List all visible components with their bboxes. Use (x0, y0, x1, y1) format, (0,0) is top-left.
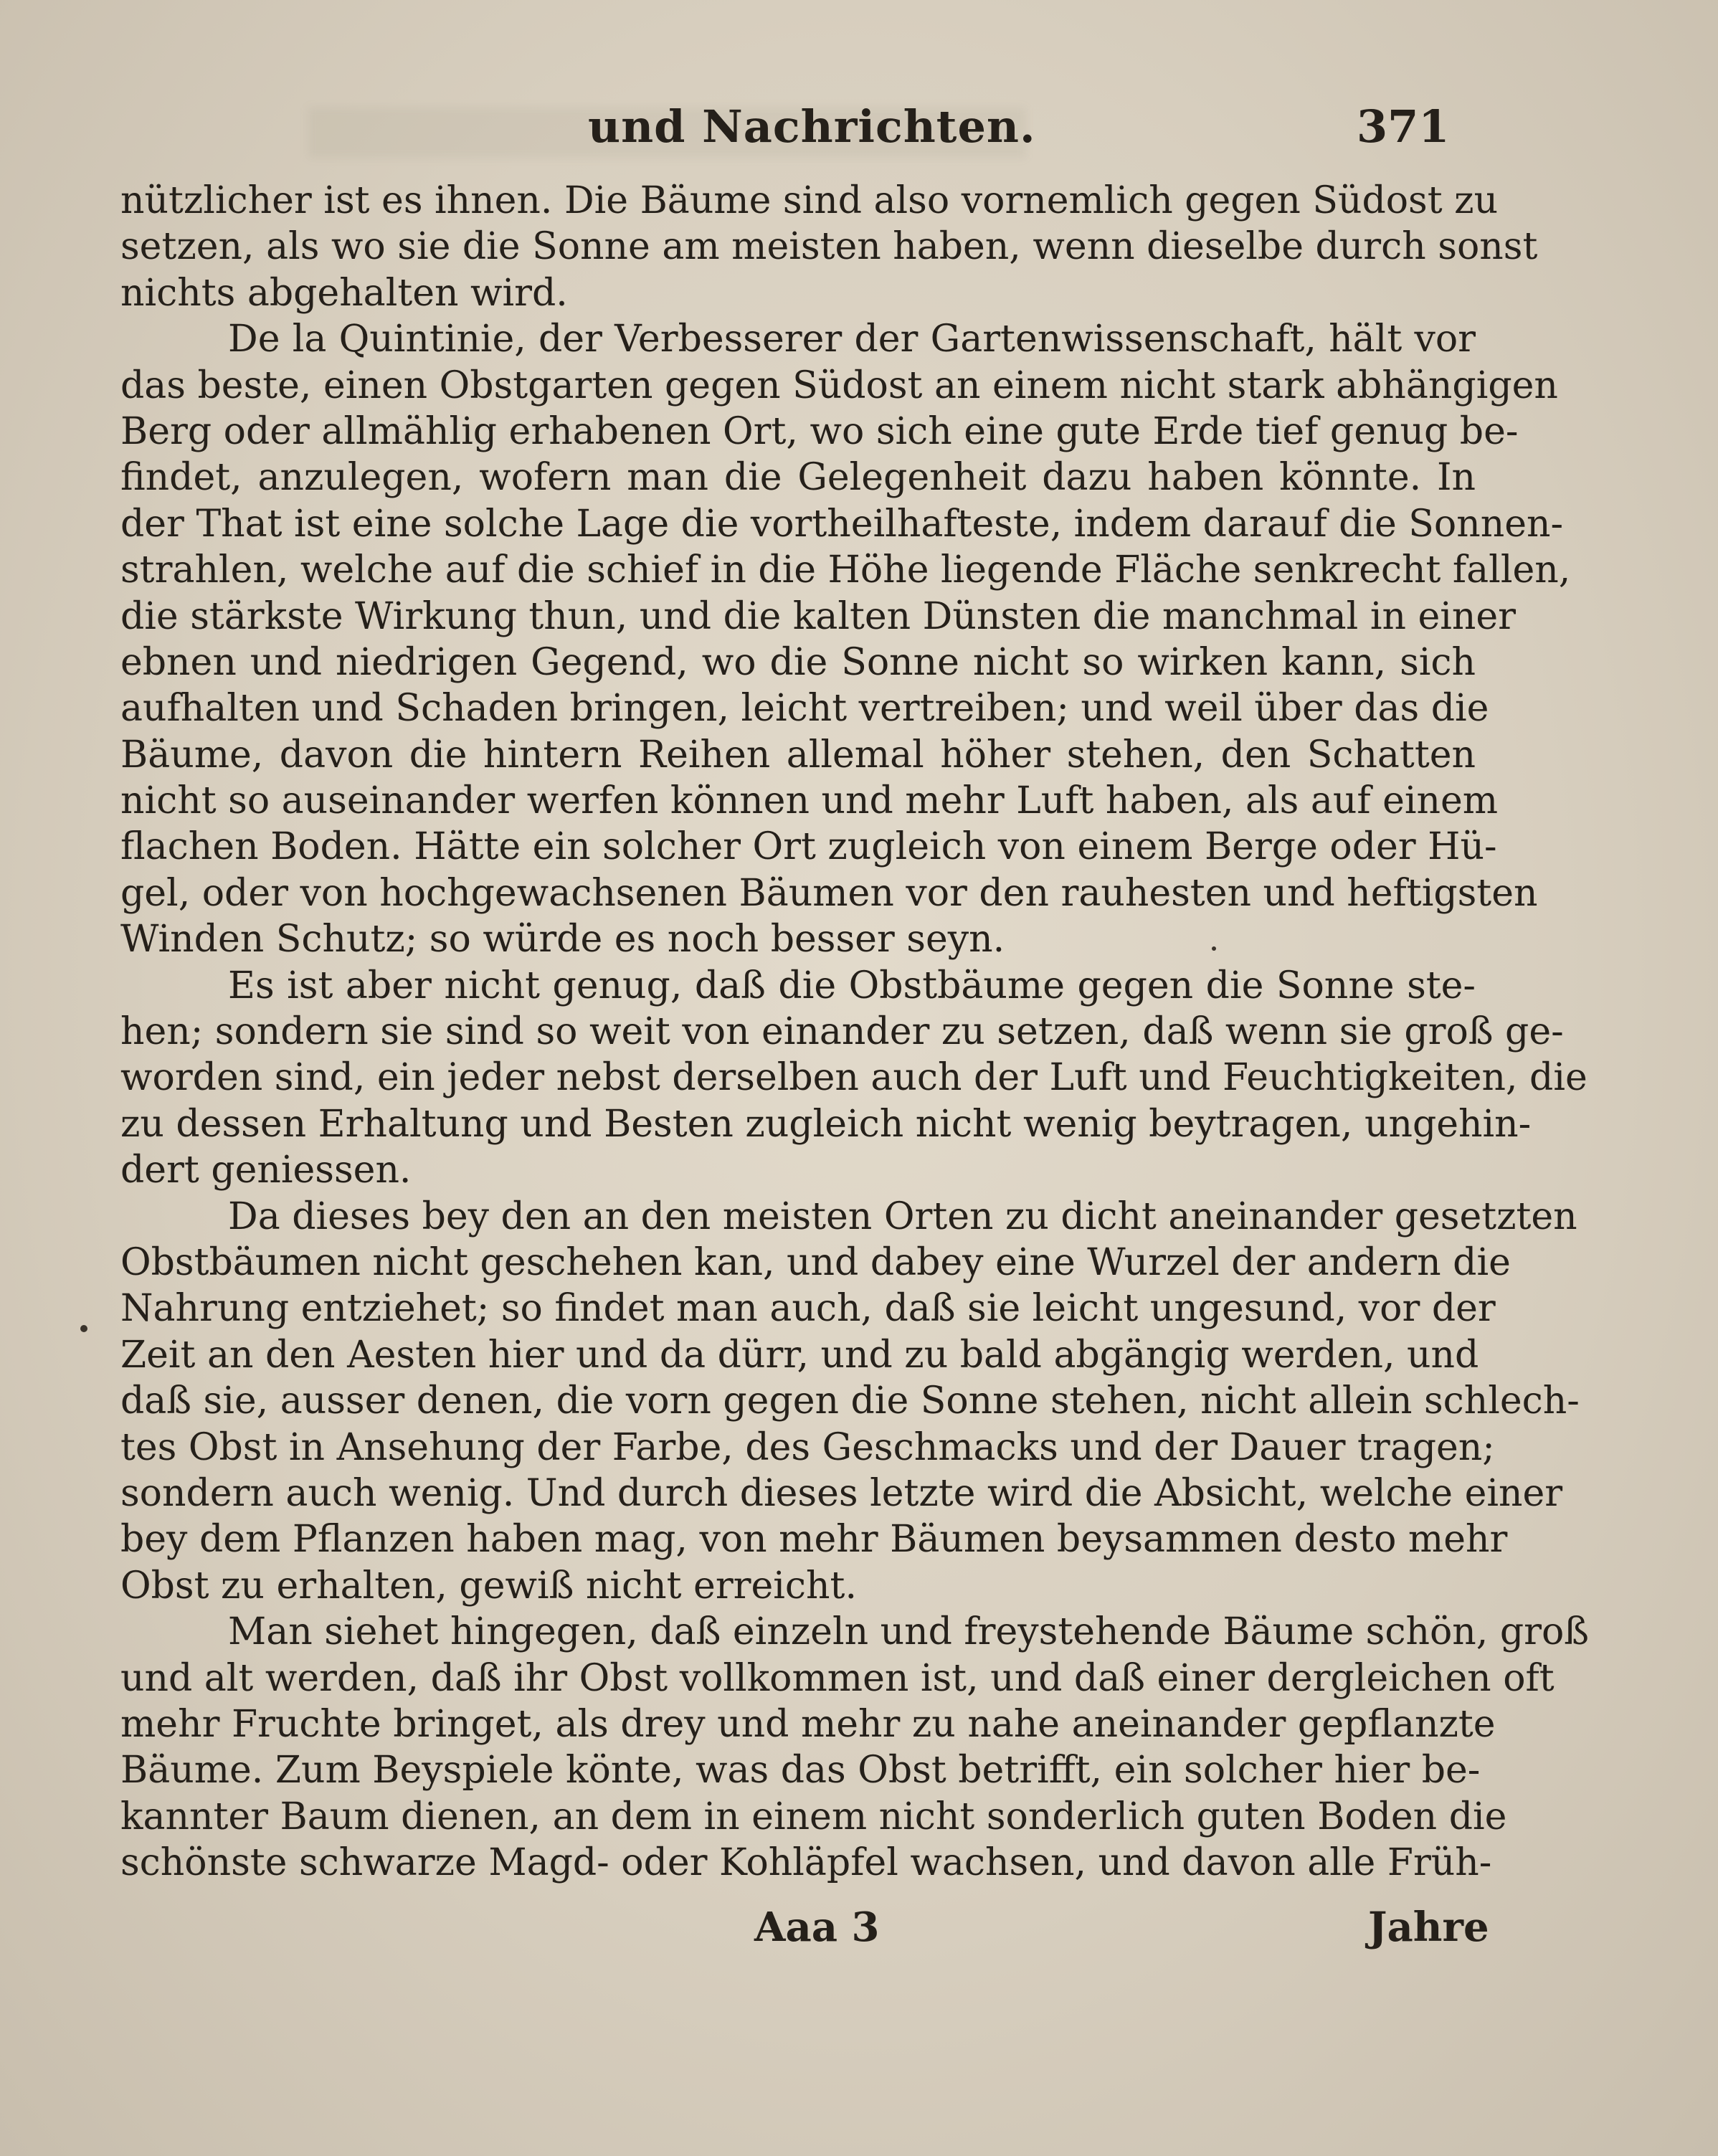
text-line: Obstbäumen nicht geschehen kan, und dabey eine Wurzel der andern die (120, 1240, 1511, 1284)
text-line: hen; sondern sie sind so weit von einander zu setzen, daß wenn sie groß ge- (120, 1010, 1564, 1054)
text-line: aufhalten und Schaden bringen, leicht vertreiben; und weil über das die (120, 687, 1489, 731)
text-line: sondern auch wenig. Und durch dieses letzte wird die Absicht, welche einer (120, 1471, 1563, 1515)
text-line: setzen, als wo sie die Sonne am meisten haben, wenn dieselbe durch sonst (120, 225, 1538, 269)
text-line: De la Quintinie, der Verbesserer der Gartenwissenschaft, hält vor (228, 318, 1476, 361)
text-line: findet, anzulegen, wofern man die Gelegenheit dazu haben könnte. In (120, 456, 1476, 500)
text-line: nützlicher ist es ihnen. Die Bäume sind also vornemlich gegen Südost zu (120, 179, 1499, 222)
text-line: zu dessen Erhaltung und Besten zugleich nicht wenig beytragen, ungehin- (120, 1102, 1532, 1146)
page-header (0, 100, 1718, 158)
text-line: nichts abgehalten wird. (120, 271, 568, 315)
text-line: Obst zu erhalten, gewiß nicht erreicht. (120, 1564, 857, 1607)
text-line: Bäume. Zum Beyspiele könte, was das Obst betrifft, ein solcher hier be- (120, 1749, 1481, 1792)
ink-speck (1212, 946, 1216, 951)
page-footer (0, 1904, 1718, 1961)
text-body (120, 178, 1589, 1886)
text-line: Es ist aber nicht genug, daß die Obstbäume gegen die Sonne ste- (228, 964, 1476, 1007)
text-line: das beste, einen Obstgarten gegen Südost an einem nicht stark abhängigen (120, 364, 1558, 407)
text-line: Man siehet hingegen, daß einzeln und freystehende Bäume schön, groß (228, 1610, 1589, 1654)
text-line: strahlen, welche auf die schief in die Höhe liegende Fläche senkrecht fallen, (120, 549, 1571, 592)
text-line: Berg oder allmählig erhabenen Ort, wo sich eine gute Erde tief genug be- (120, 409, 1519, 453)
text-line: tes Obst in Ansehung der Farbe, des Geschmacks und der Dauer tragen; (120, 1425, 1495, 1469)
text-line: schönste schwarze Magd- oder Kohläpfel wachsen, und davon alle Früh- (120, 1841, 1492, 1885)
text-line: der That ist eine solche Lage die vortheilhafteste, indem darauf die Sonnen- (120, 502, 1564, 546)
text-line: Bäume, davon die hintern Reihen allemal höher stehen, den Schatten (120, 733, 1476, 777)
signature-mark: Aaa 3 (754, 1904, 880, 1951)
text-line: Zeit an den Aesten hier und da dürr, und zu bald abgängig werden, und (120, 1333, 1479, 1377)
text-line: Da dieses bey den an den meisten Orten zu dicht aneinander gesetzten (228, 1195, 1577, 1238)
text-line: mehr Fruchte bringet, als drey und mehr zu nahe aneinander gepflanzte (120, 1702, 1496, 1746)
text-line: und alt werden, daß ihr Obst vollkommen ist, und daß einer dergleichen oft (120, 1656, 1555, 1700)
text-line: ebnen und niedrigen Gegend, wo die Sonne nicht so wirken kann, sich (120, 640, 1476, 684)
text-line: bey dem Pflanzen haben mag, von mehr Bäumen beysammen desto mehr (120, 1518, 1508, 1562)
text-line: dert geniessen. (120, 1149, 412, 1192)
text-line: die stärkste Wirkung thun, und die kalten Dünsten die manchmal in einer (120, 594, 1516, 638)
text-line: kannter Baum dienen, an dem in einem nicht sonderlich guten Boden die (120, 1795, 1507, 1838)
text-line: gel, oder von hochgewachsenen Bäumen vor den rauhesten und heftigsten (120, 871, 1538, 915)
text-line: daß sie, ausser denen, die vorn gegen die Sonne stehen, nicht allein schlech- (120, 1379, 1580, 1423)
text-line: flachen Boden. Hätte ein solcher Ort zugleich von einem Berge oder Hü- (120, 825, 1497, 869)
ink-speck (80, 1325, 87, 1332)
text-line: nicht so auseinander werfen können und mehr Luft haben, als auf einem (120, 779, 1499, 823)
page-number: 371 (1357, 100, 1450, 153)
text-line: Winden Schutz; so würde es noch besser seyn. (120, 918, 1005, 961)
running-head: und Nachrichten. (588, 100, 1036, 153)
text-line: Nahrung entziehet; so findet man auch, daß sie leicht ungesund, vor der (120, 1287, 1496, 1331)
text-line: worden sind, ein jeder nebst derselben auch der Luft und Feuchtigkeiten, die (120, 1056, 1588, 1100)
catchword: Jahre (1368, 1904, 1489, 1951)
